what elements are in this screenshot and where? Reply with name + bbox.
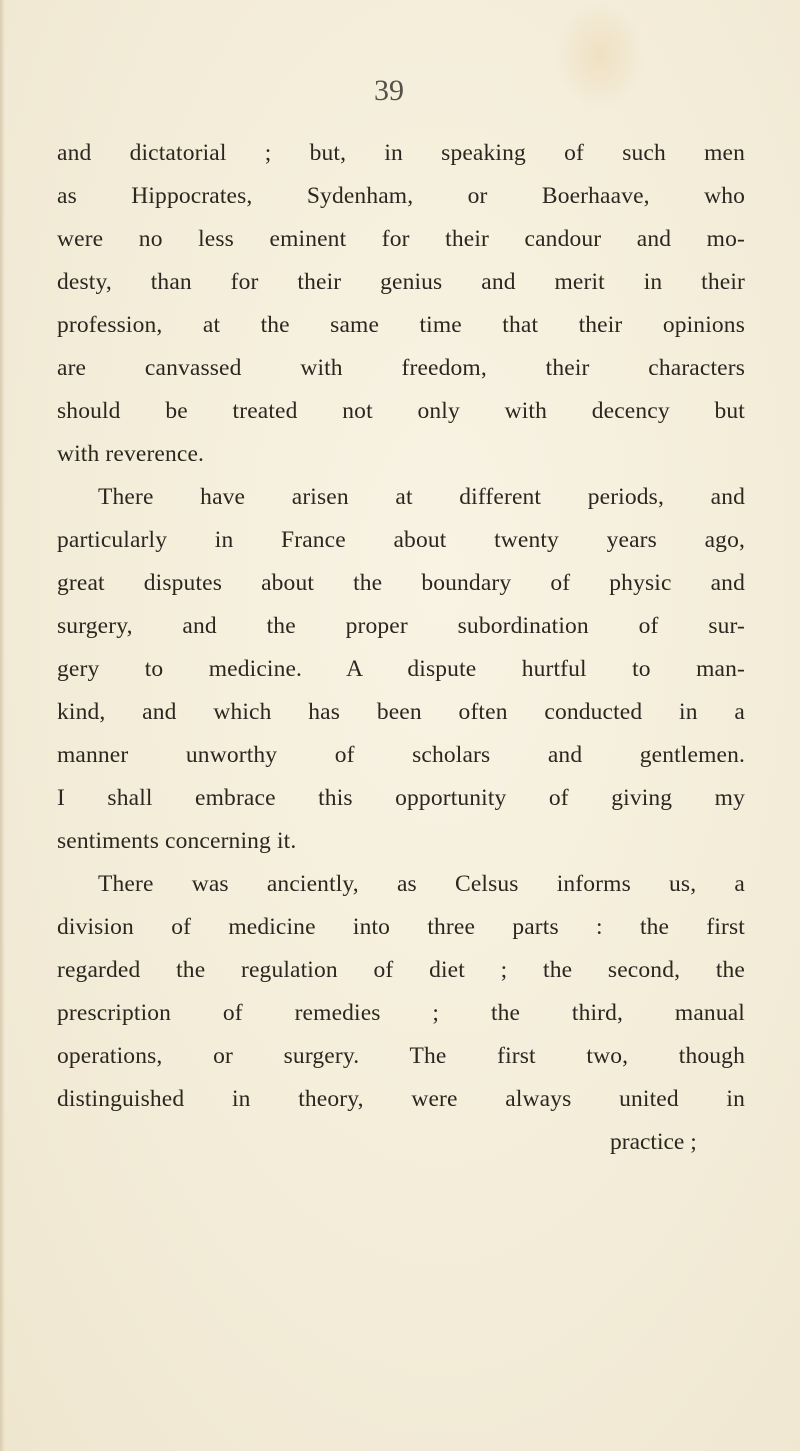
text-line: surgery, and the proper subordination of sur- [57, 613, 745, 639]
text-line: great disputes about the boundary of physic and [57, 570, 745, 596]
text-line: division of medicine into three parts : the first [57, 914, 745, 940]
paragraph-first-line: There was anciently, as Celsus informs us, a [98, 871, 745, 897]
text-line: and dictatorial ; but, in speaking of such men [57, 140, 745, 166]
text-line: distinguished in theory, were always united in [57, 1086, 745, 1112]
text-line: kind, and which has been often conducted in a [57, 699, 745, 725]
page-number: 39 [374, 74, 404, 107]
text-line: are canvassed with freedom, their characters [57, 355, 745, 381]
text-line: I shall embrace this opportunity of giving my [57, 785, 745, 811]
text-line: particularly in France about twenty years ago, [57, 527, 745, 553]
text-line: should be treated not only with decency but [57, 398, 745, 424]
text-line: sentiments concerning it. [57, 828, 297, 854]
catchword: practice ; [610, 1129, 697, 1155]
text-line: regarded the regulation of diet ; the second, the [57, 957, 745, 983]
text-line: as Hippocrates, Sydenham, or Boerhaave, who [57, 183, 745, 209]
text-line: were no less eminent for their candour and mo- [57, 226, 745, 252]
text-line: desty, than for their genius and merit in their [57, 269, 745, 295]
text-line: profession, at the same time that their opinions [57, 312, 745, 338]
page-gutter-shadow [0, 0, 5, 1451]
paragraph-first-line: There have arisen at different periods, and [98, 484, 745, 510]
text-line: prescription of remedies ; the third, manual [57, 1000, 745, 1026]
paper-stain [555, 0, 645, 110]
text-line: operations, or surgery. The first two, though [57, 1043, 745, 1069]
text-line: manner unworthy of scholars and gentlemen. [57, 742, 745, 768]
text-line: gery to medicine. A dispute hurtful to man- [57, 656, 745, 682]
text-line: with reverence. [57, 441, 205, 467]
